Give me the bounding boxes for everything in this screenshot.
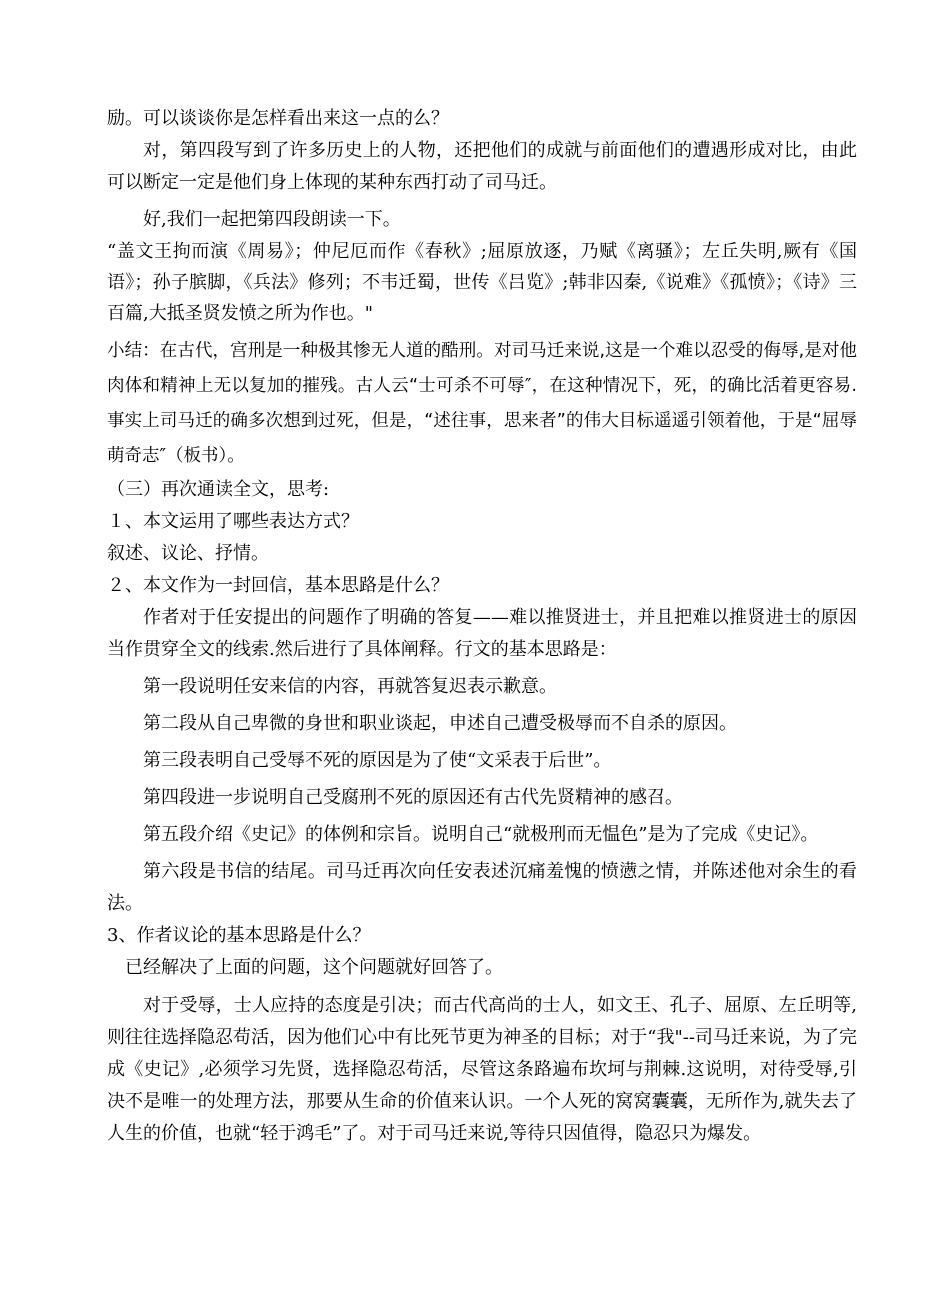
- answer-2-para-6: 第六段是书信的结尾。司马迁再次向任安表述沉痛羞愧的愤懑之情，并陈述他对余生的看法。: [107, 861, 857, 914]
- answer-2-para-4: 第四段进一步说明自己受腐刑不死的原因还有古代先贤精神的感召。: [143, 787, 683, 808]
- answer-2-para-2: 第二段从自己卑微的身世和职业谈起，申述自己遭受极辱而不自杀的原因。: [143, 713, 737, 734]
- question-2: ２、本文作为一封回信，基本思路是什么？: [107, 575, 449, 596]
- paragraph-summary: 小结：在古代，宫刑是一种极其惨无人道的酷刑。对司马迁来说,这是一个难以忍受的侮辱,是对他肉体和精神上无以复加的摧残。古人云“士可杀不可辱″，在这种情况下，死，的确比活着更容易.事实上司马迁的确多次想到过死，但是，“述往事，思来者”的伟大目标遥遥引领着他，于是“屈辱萌奇志″（板书）。: [107, 341, 857, 466]
- answer-3-intro: 已经解决了上面的问题，这个问题就好回答了。: [125, 957, 503, 978]
- paragraph-quotation: “盖文王拘而演《周易》；仲尼厄而作《春秋》;屈原放逐，乃赋《离骚》；左丘失明,厥有《国语》；孙子膑脚，《兵法》修列；不韦迁蜀，世传《吕览》;韩非囚秦,《说难》《孤愤》；《诗》三百篇,大抵圣贤发愤之所为作也。": [107, 241, 857, 324]
- answer-2-intro: 作者对于任安提出的问题作了明确的答复——难以推贤进士，并且把难以推贤进士的原因当作贯穿全文的线索.然后进行了具体阐释。行文的基本思路是：: [107, 607, 857, 660]
- paragraph-continuation: 励。可以谈谈你是怎样看出来这一点的么？: [107, 108, 449, 129]
- answer-1: 叙述、议论、抒情。: [107, 543, 269, 564]
- paragraph-read-aloud: 好,我们一起把第四段朗读一下。: [143, 209, 401, 230]
- section-heading-3: （三）再次通读全文，思考:: [107, 479, 330, 500]
- answer-2-para-1: 第一段说明任安来信的内容，再就答复迟表示歉意。: [143, 676, 557, 697]
- document-page: [107, 103, 857, 1150]
- answer-3-body: 对于受辱，士人应持的态度是引决；而古代高尚的士人，如文王、孔子、屈原、左丘明等,则往往选择隐忍苟活，因为他们心中有比死节更为神圣的目标；对于“我"--司马迁来说，为了完成《史记》,必须学习先贤，选择隐忍苟活，尽管这条路遍布坎坷与荆棘.这说明，对待受辱,引决不是唯一的处理方法，那要从生命的价值来认识。一个人死的窝窝囊囊，无所作为,就失去了人生的价值，也就“轻于鸿毛”了。对于司马迁来说,等待只因值得，隐忍只为爆发。: [107, 995, 857, 1144]
- paragraph-answer: 对，第四段写到了许多历史上的人物，还把他们的成就与前面他们的遭遇形成对比，由此可以断定一定是他们身上体现的某种东西打动了司马迁。: [107, 140, 857, 193]
- question-3: 3、作者议论的基本思路是什么？: [107, 925, 371, 946]
- answer-2-para-3: 第三段表明自己受辱不死的原因是为了使“文采表于后世”。: [143, 750, 612, 771]
- question-1: １、本文运用了哪些表达方式？: [107, 511, 359, 532]
- answer-2-para-5: 第五段介绍《史记》的体例和宗旨。说明自己“就极刑而无愠色”是为了完成《史记》。: [143, 824, 819, 845]
